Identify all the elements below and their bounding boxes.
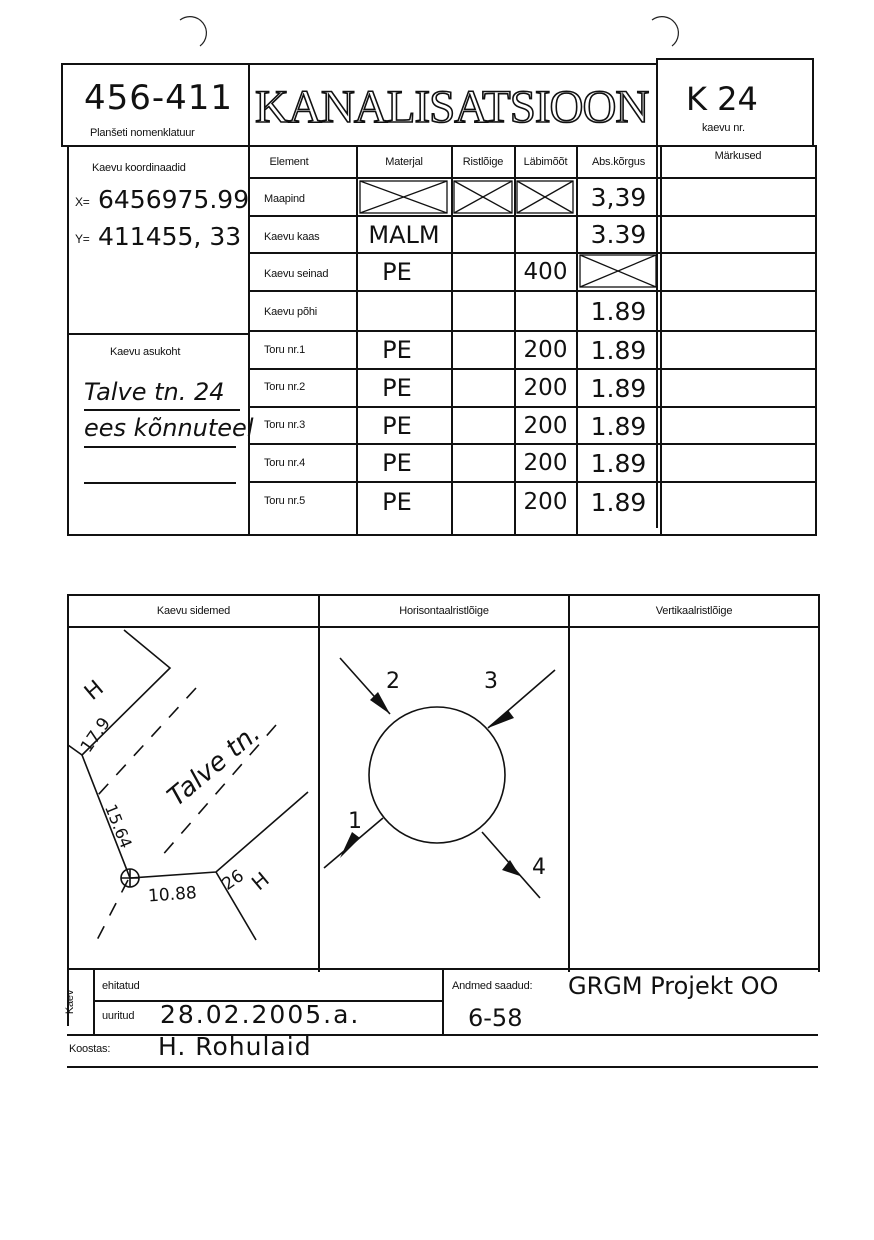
- row-height: 3.39: [590, 220, 647, 249]
- row-element: Toru nr.3: [264, 419, 306, 431]
- row-height: 1.89: [590, 411, 647, 441]
- coords-label: Kaevu koordinaadid: [92, 162, 186, 174]
- page-title: KANALISATSIOON: [255, 81, 649, 133]
- well-number-label: kaevu nr.: [702, 122, 745, 134]
- row-material: PE: [382, 258, 412, 286]
- location-label: Kaevu asukoht: [110, 346, 181, 358]
- pipe-label: 4: [532, 855, 546, 880]
- location-line-1: Talve tn. 24: [84, 378, 225, 406]
- col-header-notes: Märkused: [714, 150, 762, 162]
- pipe-label: 2: [386, 669, 400, 694]
- source-value-1: GRGM Projekt OO: [568, 972, 779, 1000]
- col-header-element: Element: [269, 156, 309, 168]
- col-header-material: Materjal: [385, 156, 423, 168]
- row-element: Maapind: [264, 193, 305, 205]
- source-value-2: 6-58: [468, 1004, 523, 1032]
- row-material: PE: [382, 374, 412, 402]
- row-height: 1.89: [590, 487, 647, 517]
- row-element: Kaevu kaas: [264, 231, 320, 243]
- row-diameter: 400: [523, 259, 568, 285]
- row-material: PE: [382, 488, 412, 516]
- sketch-distance-2: 15.64: [101, 801, 136, 851]
- row-diameter: 200: [523, 413, 568, 439]
- sketch-h-top: H: [79, 675, 109, 706]
- x-coordinate: 6456975.99: [98, 185, 250, 214]
- row-height: 1.89: [590, 373, 647, 403]
- pipe-label: 3: [484, 669, 498, 694]
- footer-side-label: Kaev: [64, 989, 77, 1015]
- author-label: Koostas:: [69, 1043, 111, 1055]
- x-prefix: X=: [75, 195, 90, 209]
- row-element: Kaevu seinad: [264, 268, 329, 280]
- col-header-horizontal: Horisontaalristlõige: [399, 605, 489, 617]
- well-circle: [369, 707, 505, 843]
- location-line-2: ees kõnnuteel: [84, 414, 254, 442]
- row-diameter: 200: [523, 337, 568, 363]
- col-header-connections: Kaevu sidemed: [156, 605, 231, 617]
- surveyed-value: 28.02.2005.a.: [160, 1000, 361, 1029]
- row-element: Toru nr.1: [264, 344, 306, 356]
- row-material: PE: [382, 412, 412, 440]
- sketch-distance-1: 17.9: [76, 714, 115, 757]
- row-height: 3,39: [590, 182, 647, 212]
- pipe-label: 1: [348, 809, 362, 834]
- col-header-abs-height: Abs.kõrgus: [591, 156, 646, 168]
- row-element: Toru nr.2: [264, 381, 306, 393]
- row-height: 1.89: [590, 296, 647, 326]
- author-value: H. Rohulaid: [158, 1032, 312, 1061]
- row-material: PE: [382, 449, 412, 477]
- well-number: K 24: [686, 80, 758, 118]
- sheet-code: 456-411: [84, 78, 234, 118]
- row-material: PE: [382, 336, 412, 364]
- row-element: Toru nr.4: [264, 457, 306, 469]
- sketch-distance-3: 10.88: [147, 883, 198, 907]
- surveyed-label: uuritud: [102, 1010, 135, 1022]
- sheet-code-label: Planšeti nomenklatuur: [90, 127, 195, 139]
- row-material: MALM: [368, 220, 440, 249]
- built-label: ehitatud: [102, 980, 140, 992]
- y-coordinate: 411455, 33: [98, 222, 242, 251]
- sketch-distance-4: 26: [218, 865, 248, 895]
- source-label: Andmed saadud:: [452, 980, 533, 992]
- sketch-h-right: H: [246, 867, 274, 896]
- row-element: Kaevu põhi: [264, 306, 318, 318]
- y-prefix: Y=: [75, 232, 90, 246]
- row-element: Toru nr.5: [264, 495, 306, 507]
- row-diameter: 200: [523, 450, 568, 476]
- row-diameter: 200: [523, 489, 568, 515]
- row-height: 1.89: [590, 335, 647, 365]
- row-diameter: 200: [523, 375, 568, 401]
- col-header-diameter: Läbimõõt: [523, 156, 568, 168]
- col-header-vertical: Vertikaalristlõige: [655, 605, 733, 617]
- row-height: 1.89: [590, 448, 647, 478]
- sketch-street-name: Talve tn.: [162, 718, 267, 813]
- col-header-cross-section: Ristlõige: [462, 156, 504, 168]
